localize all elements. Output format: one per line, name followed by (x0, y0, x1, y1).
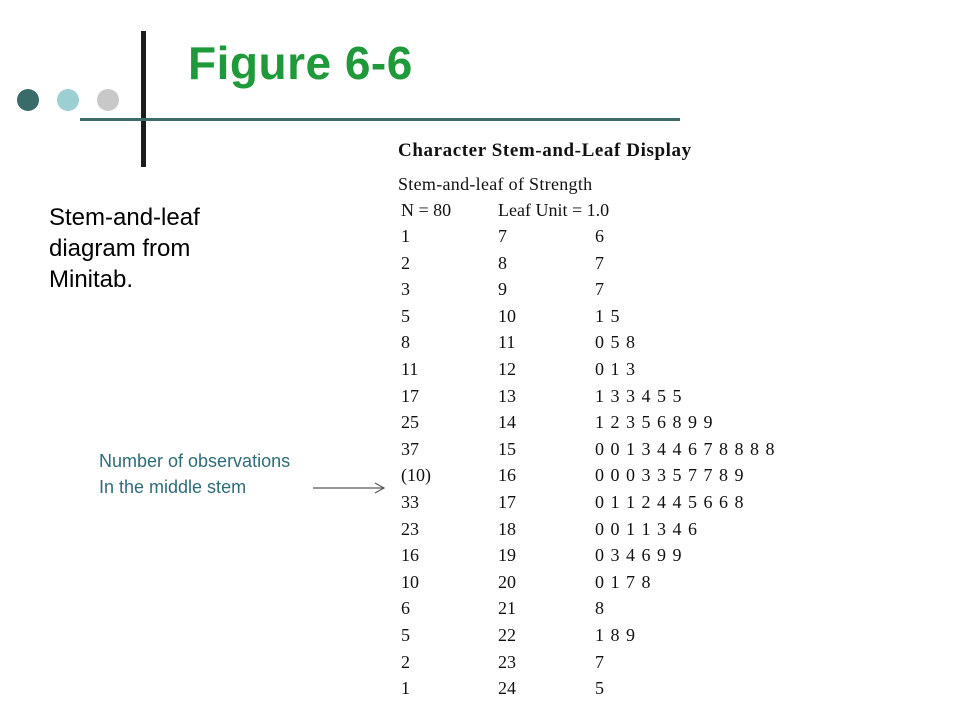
leaf-values: 0 0 1 1 3 4 6 (595, 518, 698, 539)
depth-count: 6 (401, 598, 410, 619)
stem-value: 20 (498, 571, 516, 592)
stem-value: 8 (498, 252, 507, 273)
stem-value: 22 (498, 624, 516, 645)
stem-leaf-row (398, 516, 698, 543)
n-label: N = 80 (401, 200, 452, 220)
leaf-values: 0 5 8 (595, 332, 636, 353)
stem-leaf-row (398, 489, 745, 516)
depth-count: 16 (401, 545, 419, 566)
stem-leaf-row (398, 569, 692, 596)
display-header (398, 197, 692, 223)
display-subtitle: Stem-and-leaf of Strength (398, 174, 593, 194)
stem-leaf-rows (398, 223, 776, 702)
leaf-values: 0 1 7 8 (595, 571, 652, 592)
annotation-line-1: Number of observations (99, 451, 291, 471)
leaf-values: 0 0 1 3 4 4 6 7 8 8 8 8 (595, 438, 776, 459)
leaf-values: 1 3 3 4 5 5 (595, 385, 683, 406)
depth-count: 8 (401, 332, 410, 353)
depth-count: 5 (401, 624, 410, 645)
annotation-arrow (313, 480, 389, 496)
stem-leaf-row (398, 542, 692, 569)
depth-count: (10) (401, 465, 431, 486)
stem-value: 16 (498, 465, 516, 486)
stem-value: 13 (498, 385, 516, 406)
stem-value: 14 (498, 412, 516, 433)
leaf-values: 0 1 3 (595, 358, 636, 379)
depth-count: 17 (401, 385, 419, 406)
leaf-values: 1 5 (595, 305, 621, 326)
leaf-values: 7 (595, 651, 605, 672)
leaf-values: 1 2 3 5 6 8 9 9 (595, 412, 714, 433)
leaf-values: 0 3 4 6 9 9 (595, 545, 683, 566)
leaf-values: 0 1 1 2 4 4 5 6 6 8 (595, 491, 745, 512)
stem-leaf-row (398, 649, 692, 676)
stem-value: 9 (498, 279, 507, 300)
stem-leaf-row (398, 276, 692, 303)
stem-value: 11 (498, 332, 516, 353)
stem-value: 17 (498, 491, 516, 512)
stem-leaf-display (398, 140, 776, 702)
slide-title: Figure 6-6 (188, 37, 413, 89)
depth-count: 37 (401, 438, 419, 459)
title-vertical-rule (141, 31, 146, 167)
stem-value: 23 (498, 651, 516, 672)
decor-dot-light (57, 89, 79, 111)
stem-leaf-row (398, 383, 692, 410)
depth-count: 33 (401, 491, 419, 512)
stem-leaf-row (398, 303, 692, 330)
stem-leaf-row (398, 409, 714, 436)
leaf-unit-label: Leaf Unit = 1.0 (498, 200, 610, 220)
depth-count: 2 (401, 252, 410, 273)
decor-dot-grey (97, 89, 119, 111)
stem-leaf-row (398, 250, 692, 277)
stem-value: 7 (498, 226, 507, 246)
stem-value: 18 (498, 518, 516, 539)
depth-count: 11 (401, 358, 419, 379)
depth-count: 23 (401, 518, 419, 539)
leaf-values: 5 (595, 678, 605, 699)
leaf-values: 6 (595, 226, 605, 246)
stem-leaf-row (398, 436, 776, 463)
stem-leaf-row (398, 223, 692, 250)
leaf-values: 7 (595, 279, 605, 300)
stem-leaf-row (398, 462, 745, 489)
stem-leaf-row (398, 622, 692, 649)
leaf-values: 0 0 0 3 3 5 7 7 8 9 (595, 465, 745, 486)
depth-count: 1 (401, 226, 410, 246)
middle-stem-annotation (99, 448, 290, 500)
stem-leaf-row (398, 329, 692, 356)
leaf-values: 8 (595, 598, 605, 619)
depth-count: 2 (401, 651, 410, 672)
display-title: Character Stem-and-Leaf Display (398, 140, 692, 161)
depth-count: 1 (401, 678, 410, 699)
stem-value: 24 (498, 678, 516, 699)
depth-count: 5 (401, 305, 410, 326)
leaf-values: 7 (595, 252, 605, 273)
stem-leaf-row (398, 595, 692, 622)
annotation-line-2: In the middle stem (99, 477, 247, 497)
depth-count: 3 (401, 279, 410, 300)
stem-value: 12 (498, 358, 516, 379)
stem-value: 21 (498, 598, 516, 619)
leaf-values: 1 8 9 (595, 624, 636, 645)
depth-count: 10 (401, 571, 419, 592)
title-horizontal-rule (80, 118, 680, 121)
stem-leaf-row (398, 356, 692, 383)
stem-value: 15 (498, 438, 516, 459)
depth-count: 25 (401, 412, 419, 433)
decor-dot-dark (17, 89, 39, 111)
slide-description: Stem-and-leaf diagram from Minitab. (49, 204, 200, 293)
stem-leaf-row (398, 675, 692, 702)
stem-value: 19 (498, 545, 516, 566)
stem-value: 10 (498, 305, 516, 326)
